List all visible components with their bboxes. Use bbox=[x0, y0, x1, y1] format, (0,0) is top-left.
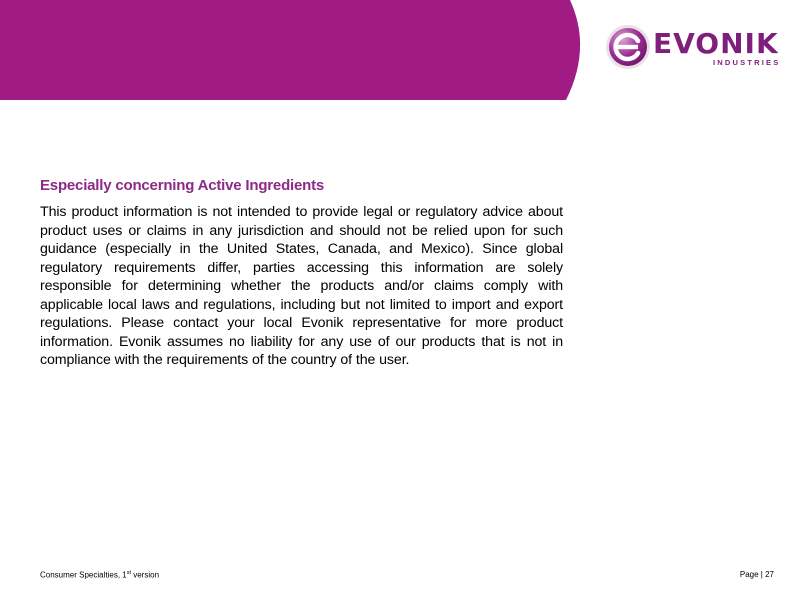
evonik-e-icon bbox=[605, 24, 651, 70]
main-content bbox=[40, 177, 563, 370]
disclaimer-paragraph: This product information is not intended to provide legal or regulatory advice about product uses or claims in any jurisdiction and should not be relied upon for such guidance (especially in the United States, Canada, and Mexico). Since global regulatory requirements differ, parties accessing this information are solely responsible for determining whether the products and/or claims comply with applicable local laws and regulations, including but not limited to import and export regulations. Please contact your local Evonik representative for more product information. Evonik assumes no liability for any use of our products that is not in compliance with the requirements of the country of the user. bbox=[40, 204, 563, 368]
page-number: Page | 27 bbox=[739, 570, 774, 579]
evonik-logo bbox=[605, 24, 785, 72]
footer-version-sup: st bbox=[126, 570, 131, 576]
section-heading: Especially concerning Active Ingredients bbox=[40, 177, 325, 194]
footer-version-prefix: Consumer Specialties, 1 bbox=[40, 570, 127, 580]
logo-subtitle: INDUSTRIES bbox=[713, 58, 781, 67]
footer-version-suffix: version bbox=[131, 570, 160, 580]
logo-wordmark: EVONIK bbox=[653, 27, 779, 60]
footer-version bbox=[40, 570, 159, 580]
